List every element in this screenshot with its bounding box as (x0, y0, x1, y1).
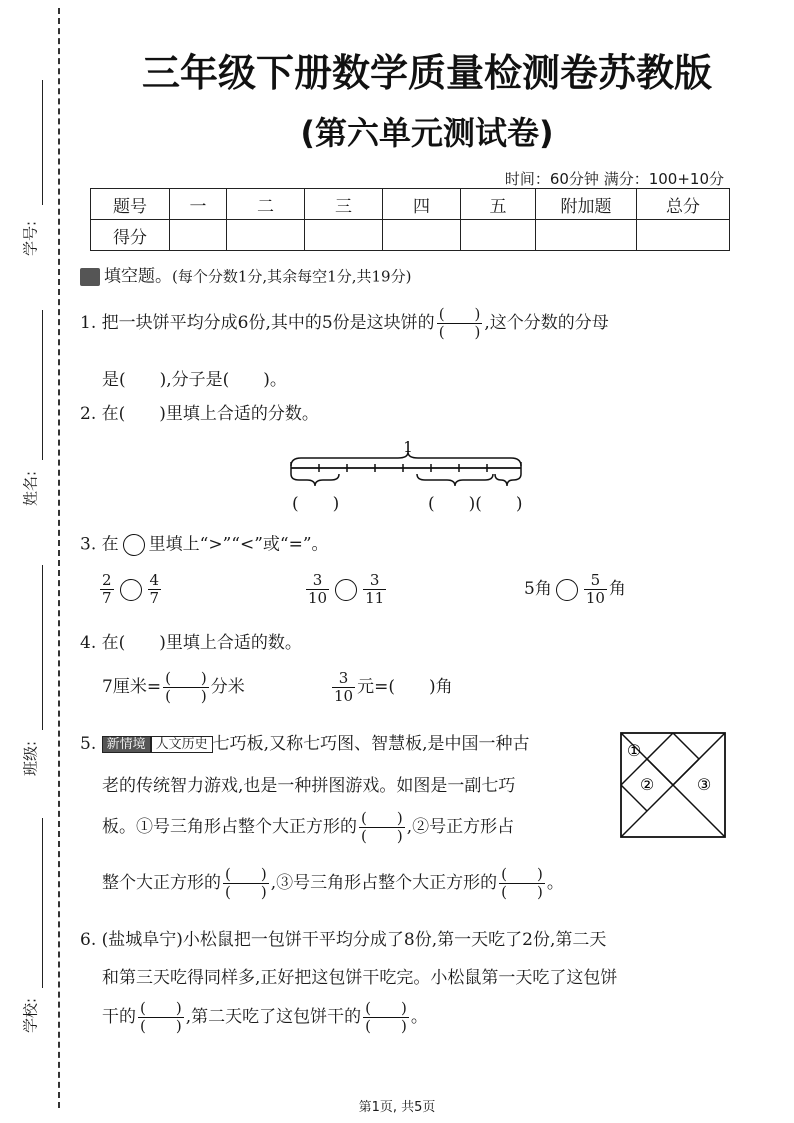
score-header-cell: 五 (461, 189, 536, 220)
score-header-cell: 题号 (91, 189, 170, 220)
section-heading-note: (每个分数1分,其余每空1分,共19分) (172, 267, 412, 286)
segment-blank-a[interactable]: ( ) (292, 494, 340, 514)
score-header-cell: 一 (170, 189, 227, 220)
denominator: 10 (308, 589, 328, 607)
fraction-denominator-blank[interactable]: ( ) (140, 1017, 182, 1035)
fraction-denominator-blank[interactable]: ( ) (438, 323, 481, 341)
compare-circle-blank[interactable] (335, 579, 357, 601)
compare-circle-blank[interactable] (556, 579, 578, 601)
score-cell[interactable] (461, 220, 536, 251)
tangram-label-1: ① (626, 741, 642, 760)
bottom-brace-a (291, 474, 339, 486)
student-no-line (42, 80, 43, 205)
compare-left-value: 5角 (524, 579, 552, 599)
question-3-text (80, 534, 329, 556)
school-label: 学校: (21, 997, 40, 1034)
question-1-line-2: 是( ),分子是( )。 (102, 370, 287, 390)
score-header-cell: 二 (227, 189, 305, 220)
fraction-blank[interactable] (163, 670, 209, 705)
score-header-cell: 三 (305, 189, 383, 220)
section-one-icon (80, 268, 100, 286)
compare-pair-3 (524, 572, 626, 607)
page-footer: 第1页, 共5页 (358, 1100, 436, 1115)
fraction-denominator-blank[interactable]: ( ) (225, 883, 267, 901)
conversion-b (330, 670, 453, 705)
question-text: ,第二天吃了这包饼干的 (185, 1007, 362, 1027)
question-6-line-1 (80, 932, 606, 949)
question-text: ,②号正方形占 (406, 817, 515, 837)
question-text: (盐城阜宁)小松鼠把一包饼干平均分成了8份,第一天吃了2份,第二天 (101, 930, 607, 950)
question-text: 把一块饼平均分成6份,其中的5份是这块饼的 (101, 313, 435, 333)
score-cell[interactable] (170, 220, 227, 251)
question-5-line-3 (102, 810, 514, 845)
fraction-blank[interactable] (437, 306, 483, 341)
bottom-brace-b (417, 474, 493, 486)
question-text: 七巧板,又称七巧图、智慧板,是中国一种古 (212, 734, 530, 754)
question-6-line-3 (102, 1000, 428, 1035)
question-1-line-1 (80, 306, 609, 341)
exam-meta: 时间：60分钟 满分：100+10分 (504, 170, 724, 188)
segment-blank-b[interactable]: ( )( ) (428, 494, 523, 514)
conversion-left: 7厘米= (102, 677, 162, 697)
question-number: 4. (80, 633, 97, 653)
fraction (363, 572, 386, 607)
conversion-unit: 分米 (210, 677, 245, 697)
binding-dashed-line (58, 8, 60, 1108)
question-text: 整个大正方形的 (102, 873, 221, 893)
fraction-denominator-blank[interactable]: ( ) (361, 827, 403, 845)
question-2-text (80, 406, 319, 423)
question-number: 3. (80, 534, 97, 555)
fraction-denominator-blank[interactable]: ( ) (365, 1017, 407, 1035)
section-heading (80, 268, 411, 286)
fraction-numerator-blank[interactable]: ( ) (361, 809, 403, 827)
fraction-numerator-blank[interactable]: ( ) (501, 865, 543, 883)
question-text: 板。①号三角形占整个大正方形的 (102, 817, 357, 837)
score-header-cell: 附加题 (536, 189, 637, 220)
score-cell[interactable] (227, 220, 305, 251)
fraction-denominator-blank[interactable]: ( ) (165, 687, 207, 705)
fraction-numerator-blank[interactable]: ( ) (365, 999, 407, 1017)
numerator: 5 (590, 571, 601, 589)
fraction-numerator-blank[interactable]: ( ) (225, 865, 267, 883)
numerator: 2 (102, 571, 112, 589)
section-heading-text: 填空题。 (104, 266, 172, 287)
bottom-brace-c (495, 474, 521, 486)
compare-pair-2 (304, 572, 388, 607)
score-cell[interactable] (637, 220, 730, 251)
fraction-blank[interactable] (363, 1000, 409, 1035)
score-table (90, 188, 730, 251)
score-cell[interactable] (383, 220, 461, 251)
page-title: 三年级下册数学质量检测卷苏教版 (141, 51, 712, 95)
fraction-numerator-blank[interactable]: ( ) (165, 669, 207, 687)
question-number: 1. (80, 313, 97, 333)
page-subtitle: (第六单元测试卷) (300, 114, 554, 152)
denominator: 11 (365, 589, 385, 607)
conversion-right: 元=( )角 (357, 677, 453, 697)
question-text: ,③号三角形占整个大正方形的 (270, 873, 498, 893)
denominator: 7 (149, 589, 160, 607)
fraction-blank[interactable] (138, 1000, 184, 1035)
score-table-header-row (91, 189, 730, 220)
fraction (332, 670, 355, 705)
numerator: 3 (369, 571, 380, 589)
score-cell[interactable] (305, 220, 383, 251)
compare-circle-icon (123, 534, 145, 556)
denominator: 10 (334, 687, 354, 705)
score-cell[interactable] (536, 220, 637, 251)
numerator: 3 (338, 669, 349, 687)
question-number: 6. (80, 930, 97, 950)
fraction (100, 572, 114, 607)
segment-total-label: 1 (403, 438, 413, 456)
question-number: 2. (80, 404, 97, 424)
numerator: 3 (312, 571, 323, 589)
denominator: 7 (102, 589, 112, 607)
score-table-score-row (91, 220, 730, 251)
compare-right-unit: 角 (608, 579, 626, 599)
class-label: 班级: (21, 740, 40, 777)
score-header-cell: 总分 (637, 189, 730, 220)
name-label: 姓名: (21, 470, 40, 507)
class-line (42, 565, 43, 730)
fraction-numerator-blank[interactable]: ( ) (438, 305, 481, 323)
question-5-line-1 (80, 736, 529, 753)
new-context-tag: 新情境 (102, 736, 151, 753)
question-text: 在( )里填上合适的分数。 (101, 404, 319, 424)
fraction (148, 572, 162, 607)
question-number: 5. (80, 734, 97, 754)
fraction (306, 572, 329, 607)
question-text: 干的 (102, 1007, 136, 1027)
question-4-text (80, 635, 302, 652)
numerator: 4 (149, 571, 160, 589)
culture-history-tag: 人文历史 (151, 736, 213, 753)
question-text: 。 (546, 873, 564, 893)
school-line (42, 818, 43, 988)
denominator: 10 (585, 589, 605, 607)
compare-pair-1 (98, 572, 163, 607)
question-text: 在 (101, 534, 119, 555)
conversion-a (102, 670, 245, 705)
fraction-numerator-blank[interactable]: ( ) (140, 999, 182, 1017)
name-line (42, 310, 43, 460)
fraction-denominator-blank[interactable]: ( ) (501, 883, 543, 901)
student-no-label: 学号: (21, 220, 40, 257)
fraction-blank[interactable] (499, 866, 545, 901)
tangram-label-2: ② (639, 775, 655, 794)
tangram-figure (620, 732, 726, 838)
fraction-blank[interactable] (359, 810, 405, 845)
question-5-line-2: 老的传统智力游戏,也是一种拼图游戏。如图是一副七巧 (102, 776, 516, 796)
compare-circle-blank[interactable] (120, 579, 142, 601)
question-6-line-2: 和第三天吃得同样多,正好把这包饼干吃完。小松鼠第一天吃了这包饼 (102, 968, 618, 988)
question-5-line-4 (102, 866, 564, 901)
fraction (584, 572, 607, 607)
question-text: ,这个分数的分母 (484, 313, 609, 333)
question-text: 在( )里填上合适的数。 (101, 633, 302, 653)
score-row-label: 得分 (91, 220, 170, 251)
fraction-blank[interactable] (223, 866, 269, 901)
question-text: 里填上“>”“<”或“=”。 (148, 534, 329, 555)
score-header-cell: 四 (383, 189, 461, 220)
tangram-label-3: ③ (696, 775, 712, 794)
question-text: 。 (410, 1007, 428, 1027)
